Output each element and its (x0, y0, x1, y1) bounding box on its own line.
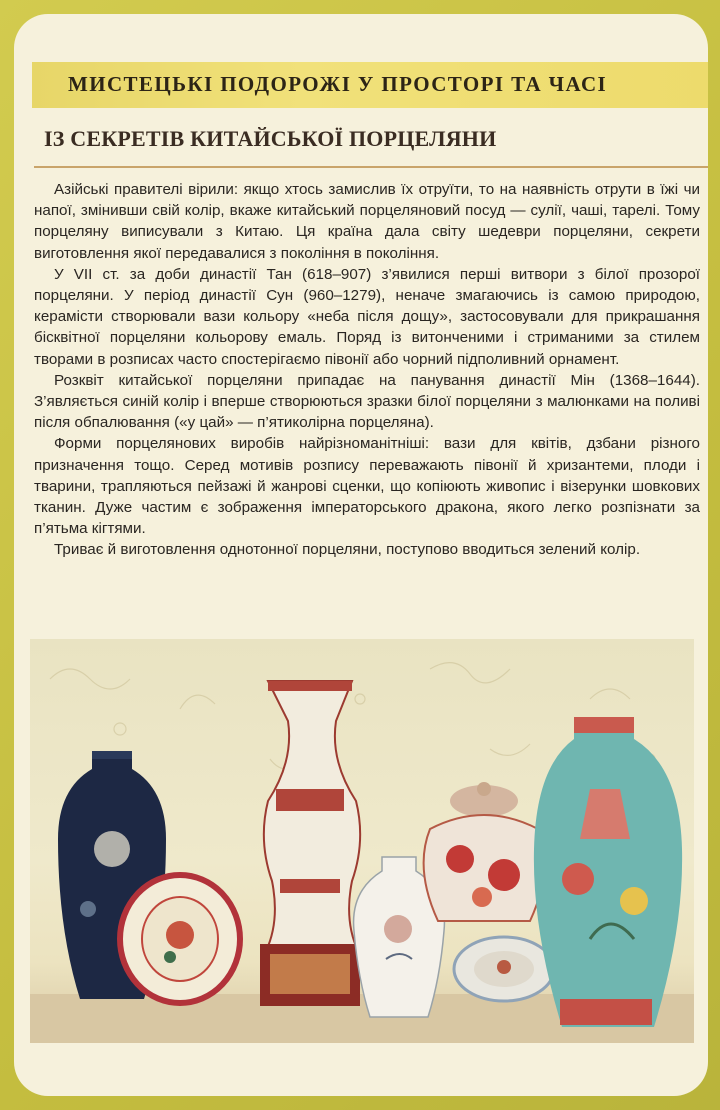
section-header-title: МИСТЕЦЬКІ ПОДОРОЖІ У ПРОСТОРІ ТА ЧАСІ (68, 72, 608, 96)
paragraph-3: Розквіт китайської порцеляни припадає на панування династії Мін (1368–1644). З’являється синій колір і вперше створюються зразки білої порцеляни з малюнками на поливі після обпалювання («у цай» — п’ятиколірна порцеляна). (34, 371, 700, 432)
decorated-dish-left (120, 875, 240, 1003)
article-body (34, 179, 700, 561)
tall-beaker-vase (260, 681, 360, 1006)
title-divider (34, 166, 708, 168)
article-title: ІЗ СЕКРЕТІВ КИТАЙСЬКОЇ ПОРЦЕЛЯНИ (44, 126, 497, 151)
paragraph-5: Триває й виготовлення однотонної порцеляни, поступово вводиться зелений колір. (54, 541, 641, 559)
book-page (14, 14, 708, 1096)
paragraph-1: Азійські правителі вірили: якщо хтось замислив їх отруїти, то на наявність отрути в їжі чи напої, змінивши свій колір, вкаже китайський порцеляновий посуд — сулії, чаші, тарелі. Тому порцеляну виписували з Китаю. Ця країна дала світу шедеври порцеляни, секрети виготовлення якої передавалися з покоління в покоління. (34, 181, 700, 262)
section-header-band (32, 62, 708, 108)
porcelain-illustration (30, 639, 694, 1043)
famille-rose-vase (534, 717, 682, 1027)
red-floral-lidded-jar (424, 782, 545, 921)
porcelain-vases-photo (30, 639, 694, 1043)
small-dish-right (454, 937, 554, 1001)
paragraph-2: У VII ст. за доби династії Тан (618–907) з’явилися перші витвори з білої прозорої порцеляни. У період династії Сун (960–1279), неначе змагаючись із самою природою, керамісти створювали вази кольору «неба після дощу», застосовували для прикрашання бісквітної порцеляни кольорову емаль. Поряд із витонченими і стриманими за стилем творами в розписах часто спостерігаємо півонії або чорний підполивний орнамент. (34, 265, 700, 368)
paragraph-4: Форми порцелянових виробів найрізноманітніші: вази для квітів, дзбани різного призначення тощо. Серед мотивів розпису переважають півонії й хризантеми, плоди і тварини, трапляються пейзажі й жанрові сценки, що копіюють живопис і візерунки шовкових тканин. Дуже частим є зображення імператорського дракона, якого легко розпізнати за п’ятьма кігтями. (34, 435, 700, 538)
